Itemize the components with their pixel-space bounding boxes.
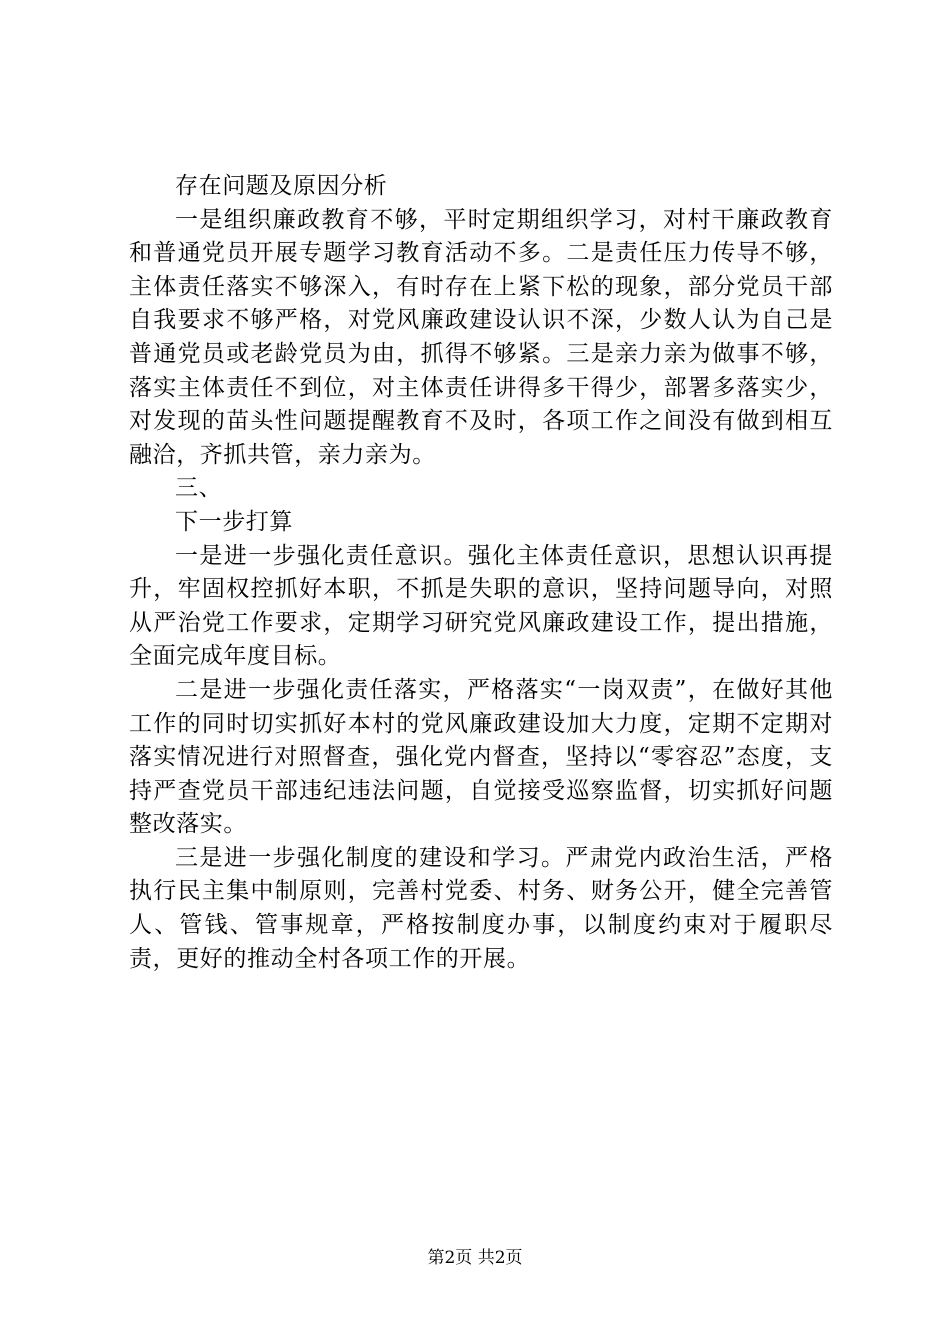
section-number-three: 三、 <box>175 475 223 502</box>
section-heading-next-steps: 下一步打算 <box>175 508 293 535</box>
plan-paragraph-1: 一是进一步强化责任意识。强化主体责任意识，思想认识再提升，牢固权控抓好本职，不抓是失职的意识，坚持问题导向，对照从严治党工作要求，定期学习研究党风廉政建设工作，提出措施，全面完成年度目标。 <box>129 542 833 670</box>
section-heading-problems: 存在问题及原因分析 <box>175 173 388 199</box>
problems-paragraph: 一是组织廉政教育不够，平时定期组织学习，对村干廉政教育和普通党员开展专题学习教育活动不多。二是责任压力传导不够，主体责任落实不够深入，有时存在上紧下松的现象，部分党员干部自我要求不够严格，对党风廉政建设认识不深，少数人认为自己是普通党员或老龄党员为由，抓得不够紧。三是亲力亲为做事不够，落实主体责任不到位，对主体责任讲得多干得少，部署多落实少，对发现的苗头性问题提醒教育不及时，各项工作之间没有做到相互融洽，齐抓共管，亲力亲为。 <box>129 206 833 468</box>
page-number-label: 第2页 共2页 <box>427 1248 523 1268</box>
page-footer <box>0 1243 950 1268</box>
plan-paragraph-2: 二是进一步强化责任落实，严格落实“一岗双责”，在做好其他工作的同时切实抓好本村的党风廉政建设加大力度，定期不定期对落实情况进行对照督查，强化党内督查，坚持以“零容忍”态度，支持严查党员干部违纪违法问题，自觉接受巡察监督，切实抓好问题整改落实。 <box>129 676 833 838</box>
document-body <box>129 170 833 976</box>
plan-paragraph-3: 三是进一步强化制度的建设和学习。严肃党内政治生活，严格执行民主集中制原则，完善村党委、村务、财务公开，健全完善管人、管钱、管事规章，严格按制度办事，以制度约束对于履职尽责，更好的推动全村各项工作的开展。 <box>129 844 833 972</box>
